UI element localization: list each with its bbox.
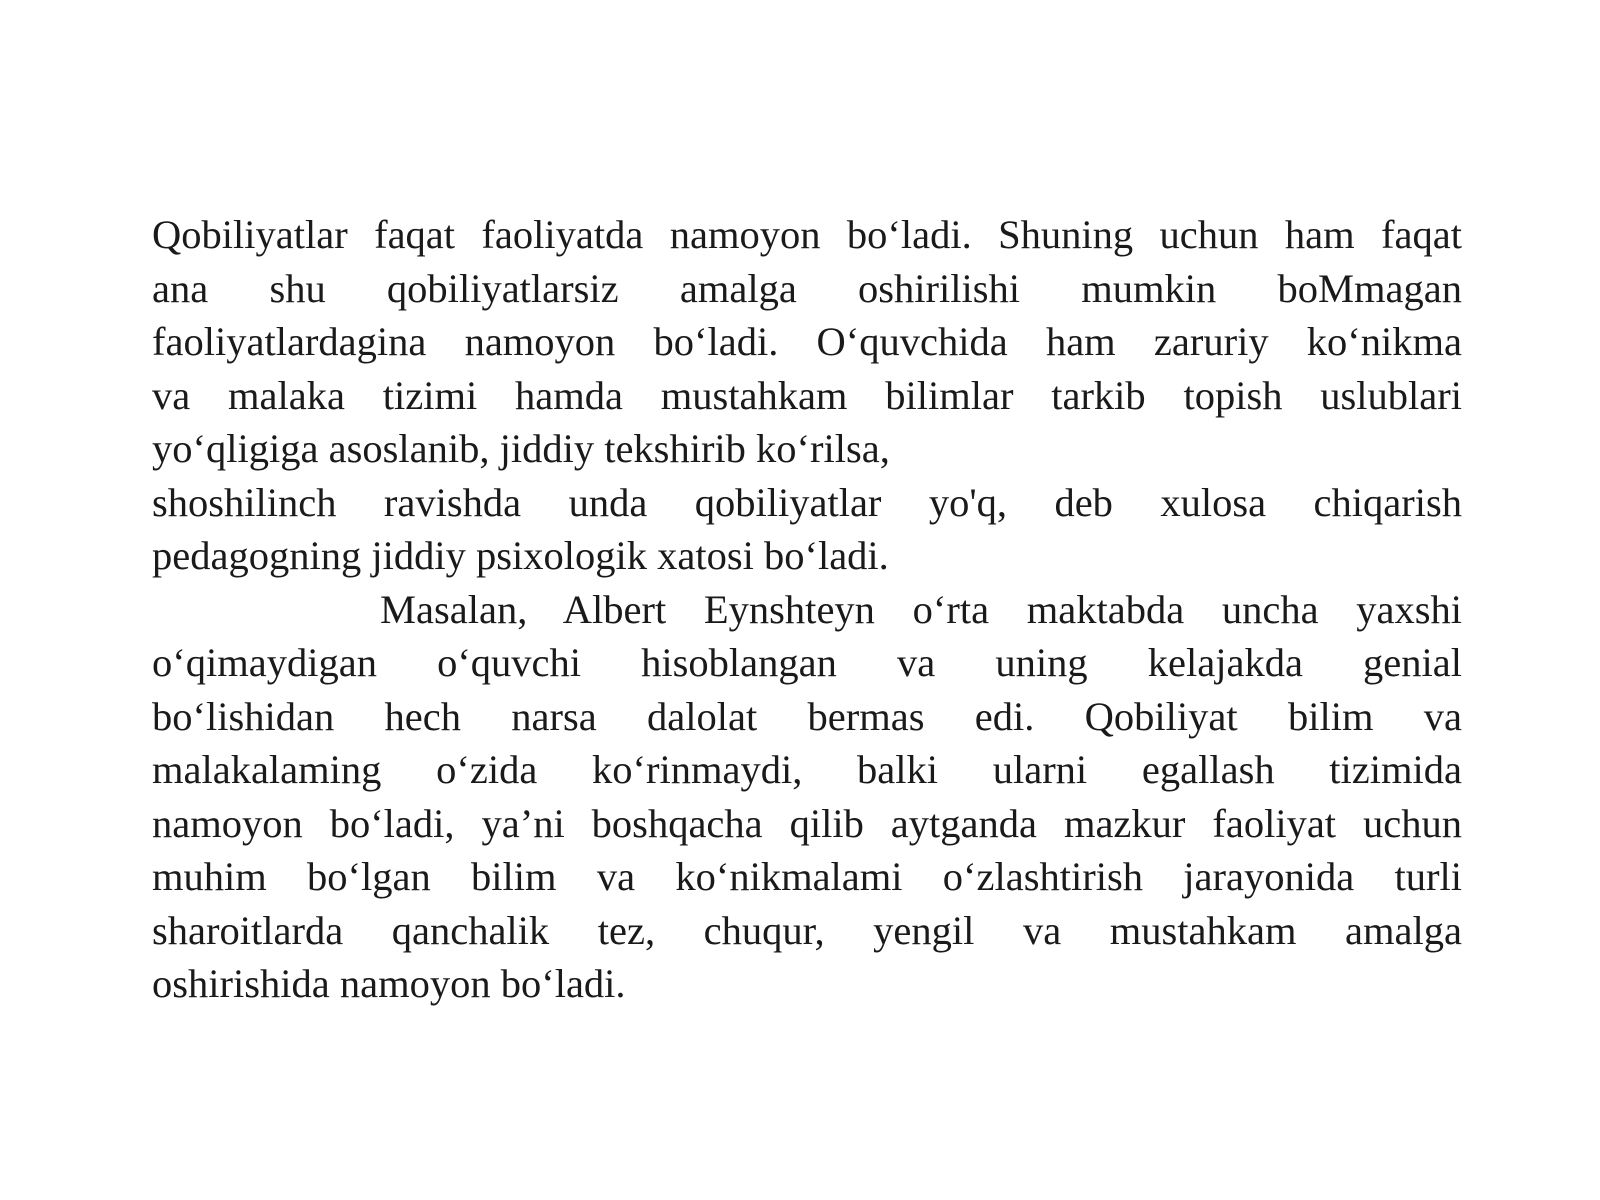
text-line: shoshilinch ravishda unda qobiliyatlar yo'q, deb xulosa chiqarish [152, 479, 1462, 525]
text-line: Masalan, Albert Eynshteyn o‘rta maktabda uncha yaxshi [380, 586, 1462, 632]
text-line: sharoitlarda qanchalik tez, chuqur, yengil va mustahkam amalga [152, 907, 1462, 953]
text-line: o‘qimaydigan o‘quvchi hisoblangan va uning kelajakda genial [152, 640, 1462, 685]
text-line: namoyon bo‘ladi, ya’ni boshqacha qilib aytganda mazkur faoliyat uchun [152, 800, 1462, 846]
text-line: oshirishida namoyon bo‘ladi. [152, 961, 626, 1006]
text-line: yo‘qligiga asoslanib, jiddiy tekshirib ko‘rilsa, [152, 426, 890, 471]
text-line: va malaka tizimi hamda mustahkam bilimlar tarkib topish uslublari [152, 372, 1462, 418]
text-line: malakalaming o‘zida ko‘rinmaydi, balki ularni egallash tizimida [152, 747, 1462, 792]
text-line: pedagogning jiddiy psixologik xatosi bo‘ladi. [152, 533, 889, 578]
text-line: ana shu qobiliyatlarsiz amalga oshirilishi mumkin boMmagan [152, 265, 1462, 311]
text-line: faoliyatlardagina namoyon bo‘ladi. O‘quvchida ham zaruriy ko‘nikma [152, 319, 1462, 364]
text-line: bo‘lishidan hech narsa dalolat bermas edi. Qobiliyat bilim va [152, 693, 1462, 739]
text-line: muhim bo‘lgan bilim va ko‘nikmalami o‘zlashtirish jarayonida turli [152, 854, 1462, 899]
text-line: Qobiliyatlar faqat faoliyatda namoyon bo‘ladi. Shuning uchun ham faqat [152, 212, 1462, 257]
body-text [152, 208, 1462, 1011]
